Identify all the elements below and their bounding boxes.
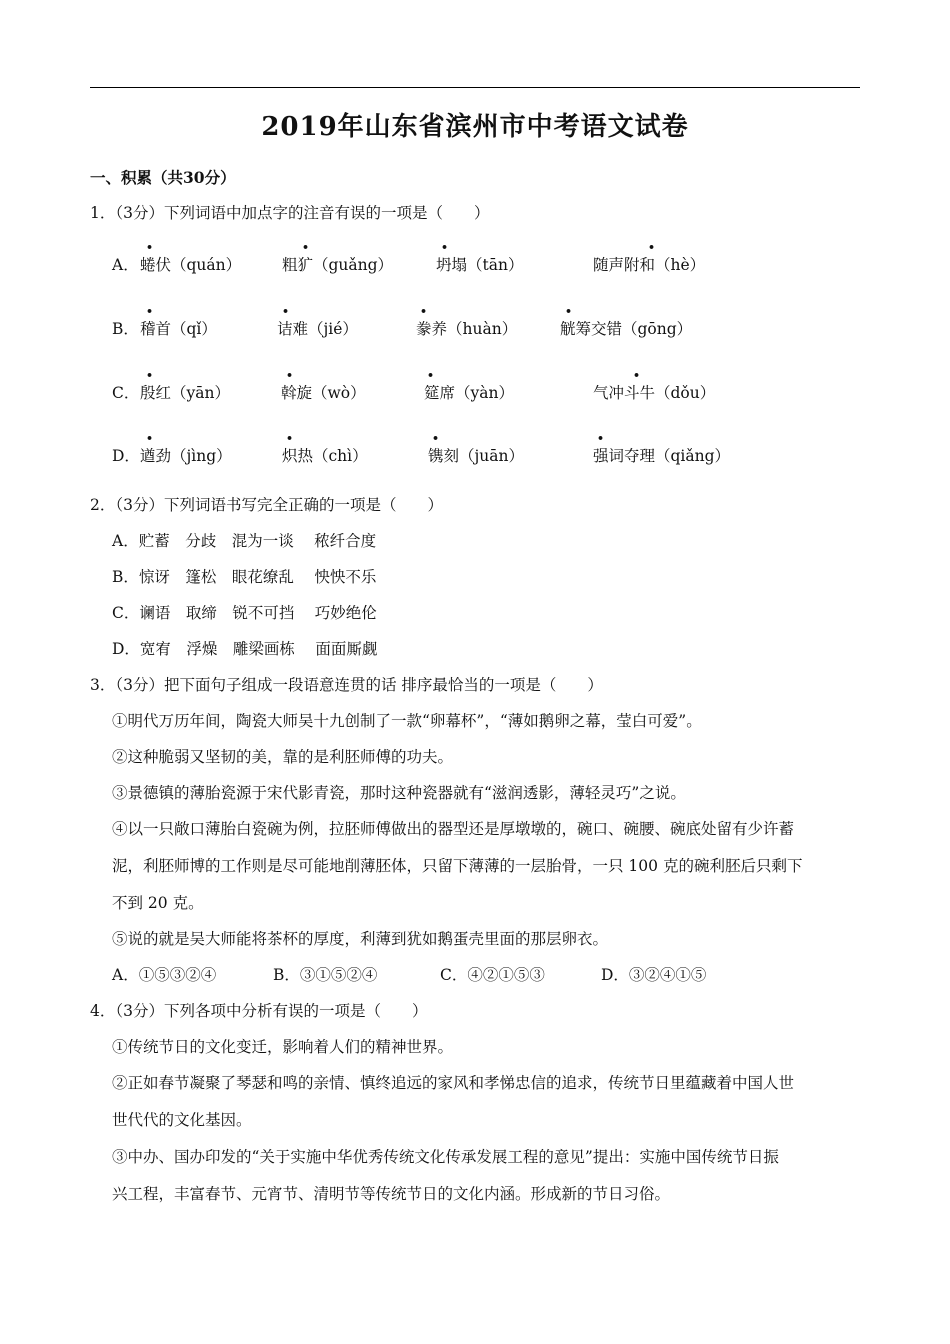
- header-rule: [90, 87, 860, 88]
- emphasis-dot: •: [565, 305, 573, 318]
- q4-statement-3-line-2: 兴工程，丰富春节、元宵节、清明节等传统节日的文化内涵。形成新的节日习俗。: [112, 1185, 671, 1203]
- q3-option-d: D．③②④①⑤: [601, 966, 707, 984]
- q1-c-item-2: 斡旋（wò）: [281, 384, 366, 402]
- q3-option-c: C．④②①⑤③: [440, 966, 545, 984]
- q1-row-a-label: A．: [112, 256, 139, 274]
- q1-c-item-3: 筵席（yàn）: [424, 384, 514, 402]
- emphasis-dot: •: [633, 369, 641, 382]
- q1-stem: 1．（3分）下列词语中加点字的注音有误的一项是（ ）: [90, 204, 490, 222]
- emphasis-dot: •: [146, 369, 154, 382]
- q3-sentence-4-line-3: 不到 20 克。: [112, 894, 204, 912]
- q3-stem: 3．（3分）把下面句子组成一段语意连贯的话 排序最恰当的一项是（ ）: [90, 676, 603, 694]
- q4-statement-3-line-1: ③中办、国办印发的“关于实施中华优秀传统文化传承发展工程的意见”提出：实施中国传统节日振: [112, 1148, 779, 1166]
- emphasis-dot: •: [286, 432, 294, 445]
- emphasis-dot: •: [146, 241, 154, 254]
- emphasis-dot: •: [441, 241, 449, 254]
- q3-sentence-3: ③景德镇的薄胎瓷源于宋代影青瓷，那时这种瓷器就有“滋润透影，薄轻灵巧”之说。: [112, 784, 686, 802]
- q2-option-d: D．宽宥 浮燥 雕梁画栋 面面厮觑: [112, 640, 378, 658]
- q1-d-item-2: 炽热（chì）: [282, 447, 368, 465]
- q1-a-item-1: 蜷伏（quán）: [140, 256, 242, 274]
- emphasis-dot: •: [302, 241, 310, 254]
- q3-sentence-4-line-1: ④以一只敞口薄胎白瓷碗为例，拉胚师傅做出的器型还是厚墩墩的，碗口、碗腰、碗底处留有少许蓄: [112, 820, 795, 838]
- q1-c-item-4: 气冲斗牛（dǒu）: [593, 384, 716, 402]
- q4-statement-2-line-2: 世代代的文化基因。: [112, 1111, 252, 1129]
- emphasis-dot: •: [432, 432, 440, 445]
- q2-option-a: A．贮蓄 分歧 混为一谈 秾纤合度: [112, 532, 377, 550]
- emphasis-dot: •: [648, 241, 656, 254]
- q3-sentence-1: ①明代万历年间，陶瓷大师吴十九创制了一款“卵幕杯”，“薄如鹅卵之幕，莹白可爱”。: [112, 712, 702, 730]
- q1-a-item-3: 坍塌（tān）: [436, 256, 524, 274]
- q1-row-d-label: D．: [112, 447, 140, 465]
- q1-d-item-3: 镌刻（juān）: [428, 447, 525, 465]
- q1-a-item-4: 随声附和（hè）: [593, 256, 706, 274]
- q3-option-a: A．①⑤③②④: [112, 966, 217, 984]
- emphasis-dot: •: [146, 305, 154, 318]
- emphasis-dot: •: [427, 369, 435, 382]
- emphasis-dot: •: [597, 432, 605, 445]
- q1-d-item-4: 强词夺理（qiǎng）: [593, 447, 731, 465]
- page-title: 2019年山东省滨州市中考语文试卷: [261, 112, 689, 142]
- q4-statement-1: ①传统节日的文化变迁，影响着人们的精神世界。: [112, 1038, 454, 1056]
- q1-a-item-2: 粗犷（guǎng）: [282, 256, 394, 274]
- emphasis-dot: •: [286, 369, 294, 382]
- emphasis-dot: •: [420, 305, 428, 318]
- q2-option-c: C．谰语 取缔 锐不可挡 巧妙绝伦: [112, 604, 377, 622]
- q3-sentence-5: ⑤说的就是吴大师能将茶杯的厚度，利薄到犹如鹅蛋壳里面的那层卵衣。: [112, 930, 609, 948]
- q1-row-c-label: C．: [112, 384, 140, 402]
- q1-b-item-2: 诘难（jié）: [277, 320, 358, 338]
- q4-stem: 4．（3分）下列各项中分析有误的一项是（ ）: [90, 1002, 428, 1020]
- q3-option-b: B．③①⑤②④: [273, 966, 378, 984]
- q1-row-b-label: B．: [112, 320, 139, 338]
- emphasis-dot: •: [146, 432, 154, 445]
- q3-sentence-4-line-2: 泥，利胚师博的工作则是尽可能地削薄胚体，只留下薄薄的一层胎骨，一只 100 克的碗利胚后只剩下: [112, 857, 803, 875]
- q1-c-item-1: 殷红（yān）: [140, 384, 230, 402]
- q2-option-b: B．惊讶 篷松 眼花缭乱 怏怏不乐: [112, 568, 377, 586]
- section-heading: 一、积累（共30分）: [90, 168, 236, 187]
- q1-b-item-4: 觥筹交错（gōng）: [560, 320, 693, 338]
- q1-b-item-1: 稽首（qǐ）: [140, 320, 217, 338]
- emphasis-dot: •: [282, 305, 290, 318]
- q4-statement-2-line-1: ②正如春节凝聚了琴瑟和鸣的亲情、慎终追远的家风和孝悌忠信的追求，传统节日里蕴藏着中国人世: [112, 1074, 795, 1092]
- q2-stem: 2．（3分）下列词语书写完全正确的一项是（ ）: [90, 496, 443, 514]
- q1-b-item-3: 豢养（huàn）: [416, 320, 518, 338]
- q1-d-item-1: 遒劲（jìng）: [140, 447, 232, 465]
- q3-sentence-2: ②这种脆弱又坚韧的美，靠的是利胚师傅的功夫。: [112, 748, 454, 766]
